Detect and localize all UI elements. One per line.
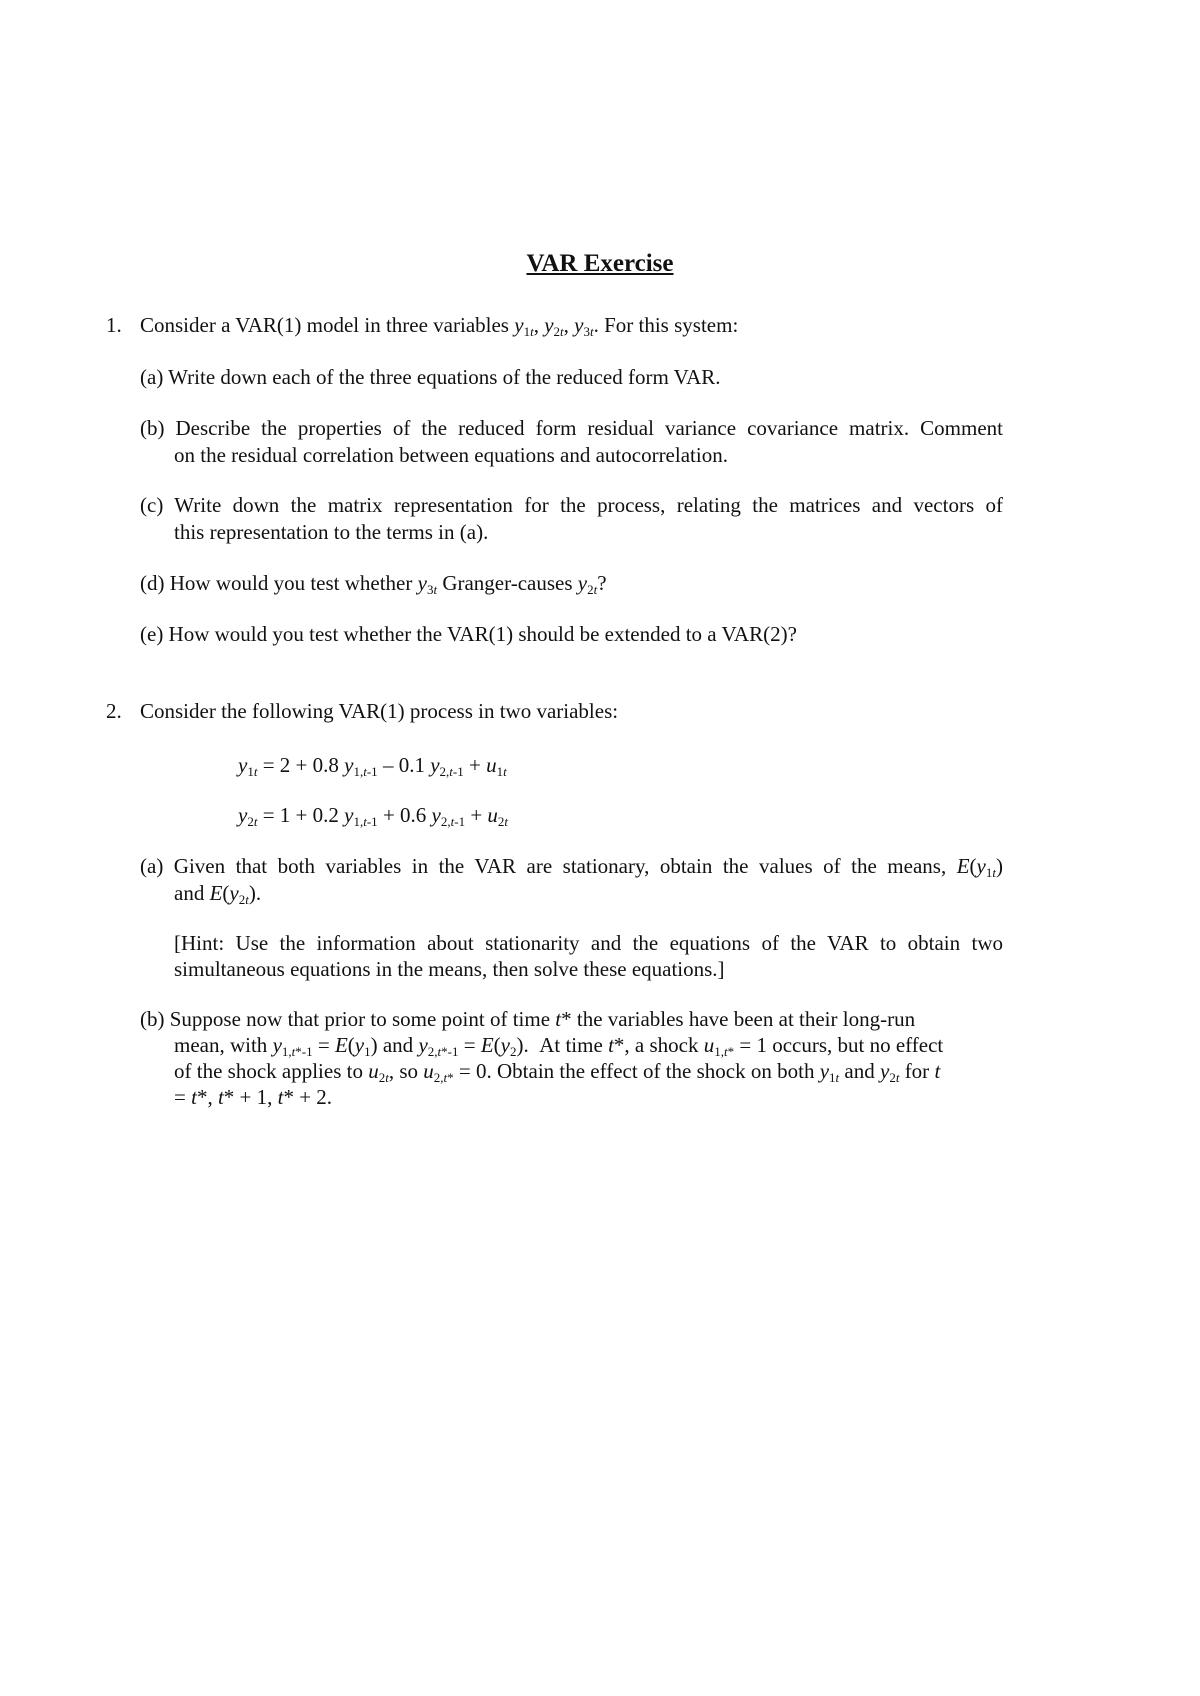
q2-hint-line1: [Hint: Use the information about stationarity and the equations of the VAR to obtain two: [174, 931, 1003, 955]
q2-intro: Consider the following VAR(1) process in two variables:: [140, 699, 619, 723]
q1-part-b-line1: (b) Describe the properties of the reduced form residual variance covariance matrix. Comment: [140, 416, 1003, 440]
q1-part-c-line2: this representation to the terms in (a).: [174, 520, 489, 544]
page-title: VAR Exercise: [526, 250, 674, 277]
q1-part-a: (a) Write down each of the three equations of the reduced form VAR.: [140, 365, 721, 389]
q1-intro: Consider a VAR(1) model in three variables $y_{1t}$, $y_{2t}$, $y_{3t}$. For this system:: [140, 313, 739, 339]
q1-number: 1.: [106, 313, 122, 337]
q1-part-b-line2: on the residual correlation between equations and autocorrelation.: [174, 443, 728, 467]
q2-hint-line2: simultaneous equations in the means, then solve these equations.]: [174, 957, 725, 981]
equation-y1: $y_{1t} = 2 + 0.8$ $y_{1,t-1} - 0.1$ $y_{2,t-1} + u_{1t}$: [238, 753, 507, 779]
q2-part-b-line3: of the shock applies to $u_{2t}$, so $u_{2,t*} = 0$. Obtain the effect of the shock on both $y_{1t}$ and $y_{2t}$ for t: [174, 1059, 941, 1085]
q2-part-a-line2: and $E(y_{2t})$.: [174, 881, 262, 907]
q1-part-d: (d) How would you test whether $y_{3t}$ Granger-causes $y_{2t}$?: [140, 571, 607, 597]
equation-y2: $y_{2t} = 1 + 0.2$ $y_{1,t-1} + 0.6$ $y_{2,t-1} + u_{2t}$: [238, 803, 509, 829]
q2-part-b-line2: mean, with $y_{1,t*-1} = E(y_1)$ and $y_{2,t*-1} = E(y_2)$. At time t*, a shock $u_{1,t*} = 1$ occurs, but no effect: [174, 1033, 944, 1059]
q2-part-a-line1: (a) Given that both variables in the VAR are stationary, obtain the values of the means, $E(y_{1t})$: [140, 854, 1003, 880]
q2-part-b-line4: = t*, t* + 1, t* + 2.: [174, 1085, 333, 1109]
q2-number: 2.: [106, 699, 122, 723]
q2-part-b-line1: (b) Suppose now that prior to some point of time t* the variables have been at their long-run: [140, 1007, 916, 1031]
q1-part-c-line1: (c) Write down the matrix representation for the process, relating the matrices and vectors of: [140, 493, 1003, 517]
q1-part-e: (e) How would you test whether the VAR(1) should be extended to a VAR(2)?: [140, 622, 797, 646]
